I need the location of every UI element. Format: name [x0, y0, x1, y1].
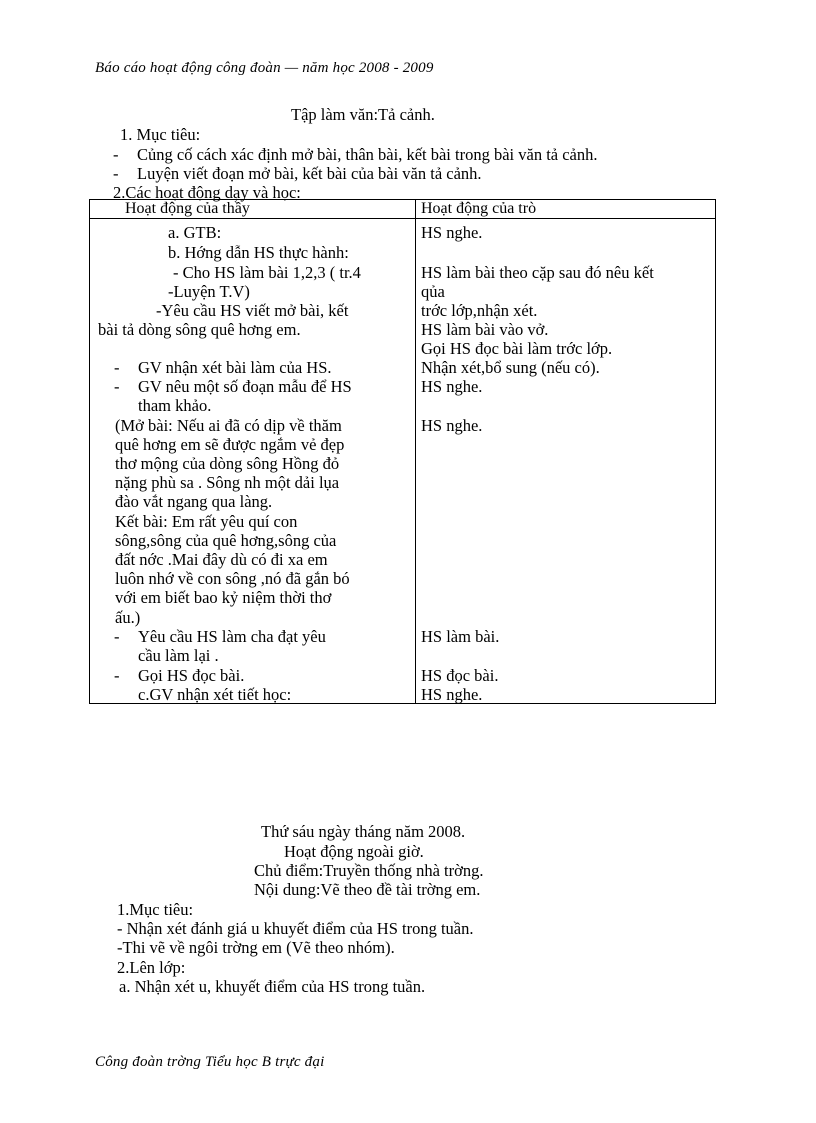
teacher-line: ấu.) — [115, 608, 141, 627]
student-activities — [416, 219, 716, 704]
student-line: HS nghe. — [421, 377, 483, 396]
teacher-line: tham khảo. — [138, 396, 212, 415]
lesson2-procedure-item: a. Nhận xét u, khuyết điểm của HS trong tuần. — [119, 977, 426, 996]
teacher-line: Kết bài: Em rất yêu quí con — [115, 512, 298, 531]
student-line: HS nghe. — [421, 685, 483, 704]
objectives-heading: 1. Mục tiêu: — [120, 125, 201, 144]
teacher-line: -Yêu cầu HS viết mở bài, kết — [156, 301, 349, 320]
teacher-line: sông,sông của quê hơng,sông của — [115, 531, 337, 550]
teacher-line: thơ mộng của dòng sông Hồng đỏ — [115, 454, 340, 473]
student-line: HS làm bài theo cặp sau đó nêu kết — [421, 263, 654, 282]
lesson2-objectives-heading: 1.Mục tiêu: — [117, 900, 194, 919]
student-line: Nhận xét,bổ sung (nếu có). — [421, 358, 600, 377]
lesson2-title: Hoạt động ngoài giờ. — [284, 842, 424, 861]
student-line: HS đọc bài. — [421, 666, 499, 685]
table-header-row — [90, 200, 716, 219]
lesson2-objective: -Thi vẽ về ngôi trờng em (Vẽ theo nhóm). — [117, 938, 395, 957]
page-header: Báo cáo hoạt động công đoàn — năm học 2008 - 2009 — [95, 60, 434, 76]
teacher-line: - Cho HS làm bài 1,2,3 ( tr.4 — [173, 263, 361, 282]
student-line: HS làm bài vào vở. — [421, 320, 549, 339]
student-line: trớc lớp,nhận xét. — [421, 301, 538, 320]
teacher-activities — [90, 219, 416, 704]
teacher-line: - GV nêu một số đoạn mẫu để HS — [114, 377, 352, 396]
lesson2-content: Nội dung:Vẽ theo đề tài trờng em. — [254, 880, 481, 899]
table-row — [90, 219, 716, 704]
teacher-line: cầu làm lại . — [138, 646, 219, 665]
teacher-line: -Luyện T.V) — [168, 282, 250, 301]
header-student: Hoạt động của trò — [416, 200, 716, 219]
activities-table — [89, 199, 716, 704]
teacher-line: nặng phù sa . Sông nh một dải lụa — [115, 473, 340, 492]
teacher-line: với em biết bao kỷ niệm thời thơ — [115, 588, 332, 607]
lesson2-objective: - Nhận xét đánh giá u khuyết điểm của HS trong tuần. — [117, 919, 474, 938]
teacher-line: a. GTB: — [168, 223, 222, 242]
page-footer: Công đoàn trờng Tiểu học B trực đại — [95, 1054, 325, 1070]
teacher-line: (Mở bài: Nếu ai đã có dịp về thăm — [115, 416, 342, 435]
objective-item: - Luyện viết đoạn mở bài, kết bài của bài văn tả cảnh. — [113, 164, 482, 183]
lesson2-theme: Chủ điểm:Truyền thống nhà trờng. — [254, 861, 484, 880]
teacher-line: đất nớc .Mai đây dù có đi xa em — [115, 550, 328, 569]
activities-heading: 2.Các hoạt động dạy và học: — [113, 183, 301, 202]
teacher-line: b. Hớng dẫn HS thực hành: — [168, 243, 349, 262]
student-line: HS nghe. — [421, 416, 483, 435]
teacher-line: quê hơng em sẽ được ngắm vẻ đẹp — [115, 435, 345, 454]
teacher-line: - Yêu cầu HS làm cha đạt yêu — [114, 627, 326, 646]
header-teacher: Hoạt động của thầy — [90, 200, 416, 219]
student-line: qủa — [421, 282, 445, 301]
lesson2-procedure-heading: 2.Lên lớp: — [117, 958, 186, 977]
lesson2-date: Thứ sáu ngày tháng năm 2008. — [261, 822, 466, 841]
objective-item: - Củng cố cách xác định mở bài, thân bài, kết bài trong bài văn tả cảnh. — [113, 145, 598, 164]
student-line: HS làm bài. — [421, 627, 500, 646]
student-line: Gọi HS đọc bài làm trớc lớp. — [421, 339, 613, 358]
teacher-line: bài tả dòng sông quê hơng em. — [98, 320, 301, 339]
teacher-line: c.GV nhận xét tiết học: — [138, 685, 292, 704]
teacher-line: - GV nhận xét bài làm của HS. — [114, 358, 332, 377]
student-line: HS nghe. — [421, 223, 483, 242]
lesson-title: Tập làm văn:Tả cảnh. — [291, 105, 435, 124]
teacher-line: đào vắt ngang qua làng. — [115, 492, 273, 511]
teacher-line: - Gọi HS đọc bài. — [114, 666, 245, 685]
teacher-line: luôn nhớ về con sông ,nó đã gắn bó — [115, 569, 350, 588]
